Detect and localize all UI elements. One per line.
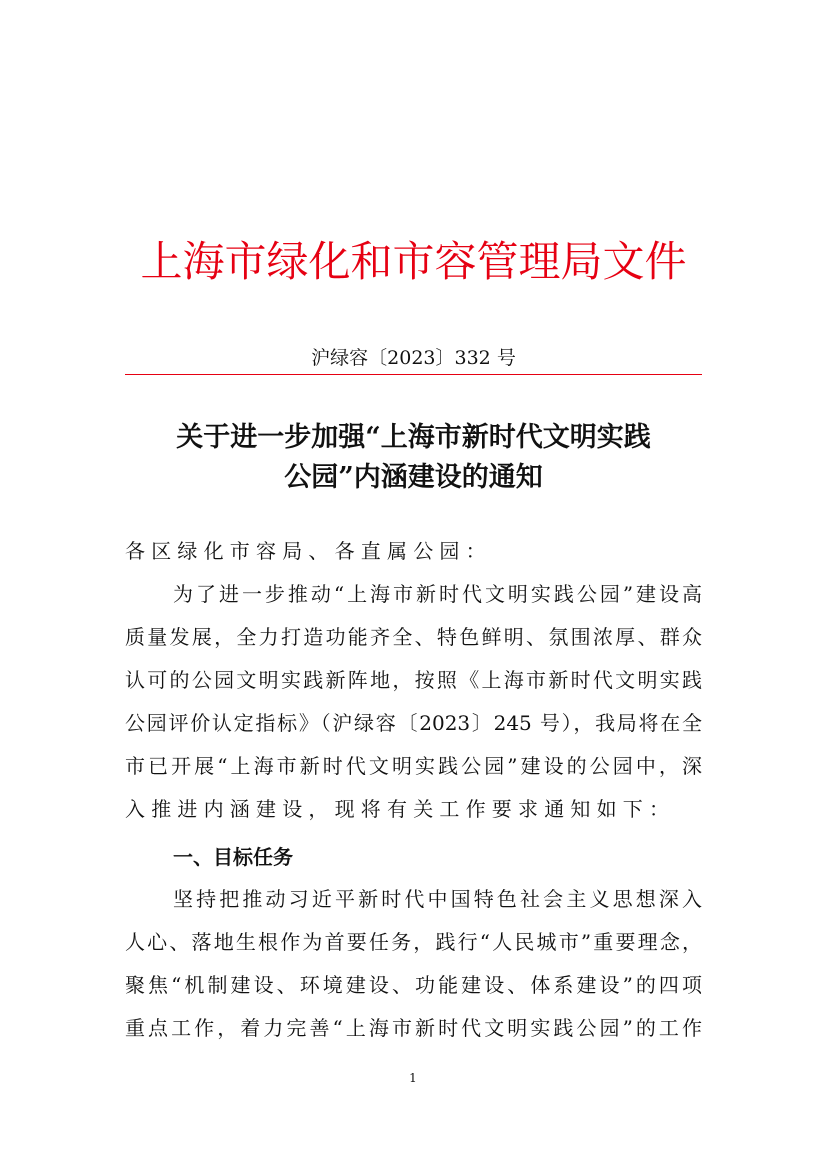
notice-title-line: 公园”内涵建设的通知: [284, 462, 543, 493]
paragraph-line: 认可的公园文明实践新阵地，按照《上海市新时代文明实践: [125, 668, 702, 692]
paragraph-line: 人心、落地生根作为首要任务，践行“人民城市”重要理念，: [125, 930, 702, 954]
red-divider: [125, 374, 702, 375]
notice-title-line: 关于进一步加强“上海市新时代文明实践: [176, 422, 651, 453]
document-number: 沪绿容〔2023〕332 号: [311, 347, 516, 369]
page-number: 1: [409, 1071, 417, 1085]
paragraph-line: 市已开展“上海市新时代文明实践公园”建设的公园中，深: [125, 754, 702, 778]
paragraph-line: 公园评价认定指标》（沪绿容〔2023〕245 号），我局将在全: [125, 711, 702, 735]
paragraph-line: 为了进一步推动“上海市新时代文明实践公园”建设高: [173, 582, 702, 606]
section-heading: 一、目标任务: [173, 845, 293, 869]
salutation: 各区绿化市容局、各直属公园：: [125, 539, 492, 563]
paragraph-line: 聚焦“机制建设、环境建设、功能建设、体系建设”的四项: [125, 973, 702, 997]
paragraph-line: 质量发展，全力打造功能齐全、特色鲜明、氛围浓厚、群众: [125, 625, 702, 649]
paragraph-line: 重点工作，着力完善“上海市新时代文明实践公园”的工作: [125, 1016, 702, 1040]
paragraph-line: 坚持把推动习近平新时代中国特色社会主义思想深入: [173, 887, 702, 911]
issuer-title: 上海市绿化和市容管理局文件: [140, 237, 687, 286]
paragraph-line: 入推进内涵建设，现将有关工作要求通知如下：: [125, 797, 676, 821]
